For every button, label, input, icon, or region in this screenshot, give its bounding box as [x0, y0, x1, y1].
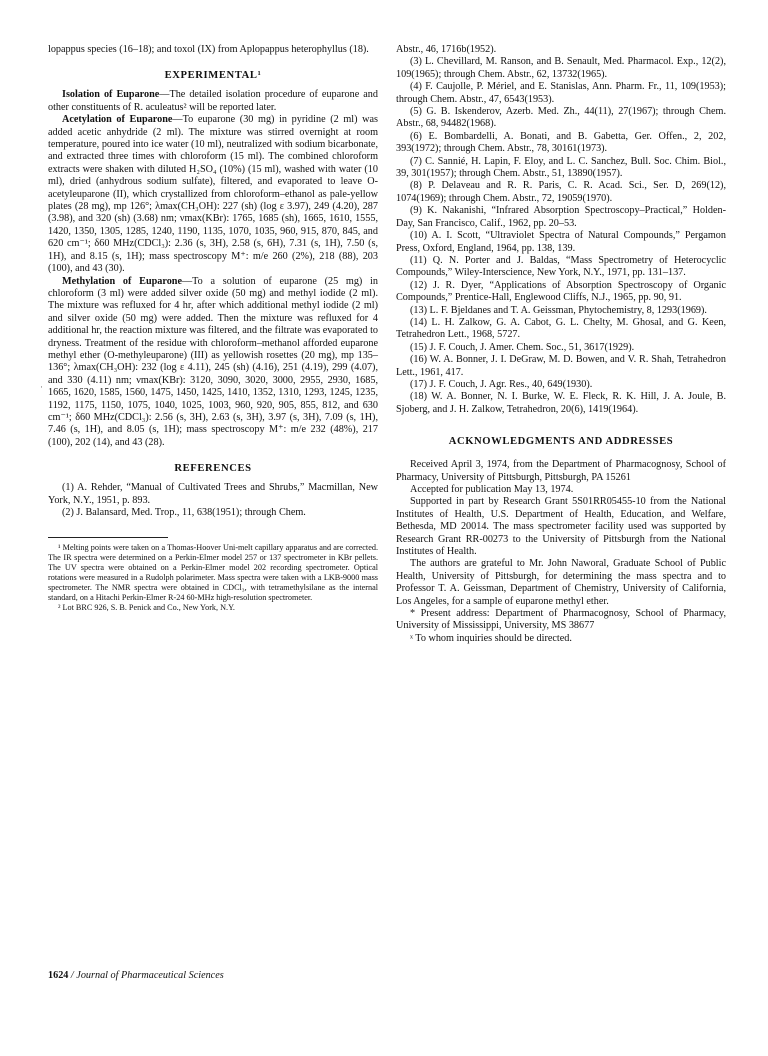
journal-name: / Journal of Pharmaceutical Sciences [70, 970, 224, 981]
right-column [396, 44, 726, 645]
reference-item: (18) W. A. Bonner, N. I. Burke, W. E. Fleck, R. K. Hill, J. A. Joule, B. Sjoberg, and J. H. Zalkow, Tetrahedron, 20(6), 1419(1964). [396, 391, 726, 415]
page-footer [48, 970, 224, 981]
reference-item: (13) L. F. Bjeldanes and T. A. Geissman, Phytochemistry, 8, 1293(1969). [410, 304, 707, 316]
isolation-title: Isolation of Euparone [62, 89, 160, 101]
references-heading: REFERENCES [174, 463, 252, 475]
experimental-heading: EXPERIMENTAL¹ [164, 70, 262, 82]
acetylation-text: —To euparone (30 mg) in pyridine (2 ml) was added acetic anhydride (2 ml). The mixture was stirred overnight at room temperature, poured into ice water (10 ml), neutralized with sodium bicarbonate, and extracted three times with chloroform (15 ml). The combined chloroform extracts were shaken with diluted H₂SO₄ (10%) (15 ml), washed with water (10 ml), dried (anhydrous sodium sulfate), filtered, and evaporated to leave O-acetyleuparone (II), which crystallized from chloroform–ethanol as pale-yellow plates (28 mg), mp 126°; λmax(CH₃OH): 227 (sh) (log ε 3.97), 249 (4.20), 287 (3.98), and 320 (sh) (3.68) nm; νmax(KBr): 1765, 1685 (sh), 1665, 1610, 1555, 1420, 1350, 1305, 1285, 1240, 1190, 1135, 1070, 1035, 960, 915, 870, 845, and 620 cm⁻¹; δ60 MHz(CDCl₃): 2.36 (s, 3H), 2.58 (s, 6H), 7.31 (s, 1H), 7.50 (s, 1H), and 8.15 (s, 1H); mass spectroscopy M⁺: m/e 260 (2%), 218 (88), 203 (100), and 43 (30). [48, 114, 378, 275]
reference-item: (10) A. I. Scott, “Ultraviolet Spectra of Natural Compounds,” Pergamon Press, Oxford, England, 1964, pp. 138, 139. [396, 230, 726, 254]
received-line: Received April 3, 1974, from the Department of Pharmacognosy, School of Pharmacy, University of Pittsburgh, Pittsburgh, PA 15261 [396, 459, 726, 483]
gratitude-paragraph: The authors are grateful to Mr. John Naworal, Graduate School of Public Health, University of Pittsburgh, for determining the mass spectra and to Professor T. A. Geissman, Department of Chemistry, University of California, Los Angeles, for a sample of euparone methyl ether. [396, 558, 726, 607]
accepted-line: Accepted for publication May 13, 1974. [410, 484, 574, 495]
reference-item: (7) C. Sannié, H. Lapin, F. Eloy, and L. C. Sanchez, Bull. Soc. Chim. Biol., 39, 301(1957); through Chem. Abstr., 51, 13890(1957). [396, 155, 726, 180]
present-address-note: * Present address: Department of Pharmacognosy, School of Pharmacy, University of Mississippi, University, MS 38677 [396, 608, 726, 632]
isolation-text: —The detailed isolation procedure of euparone and other constituents of R. aculeatus² will be reported later. [48, 89, 378, 113]
reference-item: (1) A. Rehder, “Manual of Cultivated Trees and Shrubs,” Macmillan, New York, N.Y., 1951, p. 893. [48, 482, 378, 506]
isolation-paragraph [48, 89, 378, 114]
footnote-divider [48, 537, 168, 538]
reference-item: (3) L. Chevillard, M. Ranson, and B. Senault, Med. Pharmacol. Exp., 12(2), 109(1965); through Chem. Abstr., 62, 13732(1965). [396, 56, 726, 80]
reference-item: (5) G. B. Iskenderov, Azerb. Med. Zh., 44(11), 27(1967); through Chem. Abstr., 68, 94482(1968). [396, 106, 726, 130]
methylation-paragraph [48, 276, 378, 450]
support-paragraph: Supported in part by Research Grant 5S01RR05455-10 from the National Institutes of Health, U.S. Department of Health, Education, and Welfare, Bethesda, MD 20014. The mass spectrometer facility used was supported by Research Grant RR-00273 to the University of Pittsburgh from the National Institutes of Health. [396, 496, 726, 558]
reference-item: Abstr., 46, 1716b(1952). [396, 44, 497, 55]
reference-item: (16) W. A. Bonner, J. I. DeGraw, M. D. Bowen, and V. R. Shah, Tetrahedron Lett., 1961, 417. [396, 354, 726, 378]
reference-item: (17) J. F. Couch, J. Agr. Res., 40, 649(1930). [410, 378, 593, 390]
acetylation-paragraph [48, 114, 378, 275]
reference-item: (11) Q. N. Porter and J. Baldas, “Mass Spectrometry of Heterocyclic Compounds,” Wiley-Interscience, New York, N.Y., 1971, pp. 131–137. [396, 254, 726, 279]
reference-item: (12) J. R. Dyer, “Applications of Absorption Spectroscopy of Organic Compounds,” Prentice-Hall, Englewood Cliffs, N.J., 1965, pp. 90, 91. [396, 279, 726, 304]
methylation-title: Methylation of Euparone [62, 275, 182, 287]
reference-item: (2) J. Balansard, Med. Trop., 11, 638(1951); through Chem. [62, 507, 306, 518]
inquiries-note: ˣ To whom inquiries should be directed. [410, 632, 572, 644]
page-number: 1624 [48, 970, 69, 981]
reference-item: (6) E. Bombardelli, A. Bonati, and B. Gabetta, Ger. Offen., 2, 202, 393(1972); through Chem. Abstr., 78, 30161(1973). [396, 130, 726, 155]
intro-paragraph: lopappus species (16–18); and toxol (IX) from Aplopappus heterophyllus (18). [48, 44, 369, 55]
methylation-text: —To a solution of euparone (25 mg) in chloroform (3 ml) were added silver oxide (50 mg) and methyl iodide (2 ml). The mixture was refluxed for 4 hr, after which additional methyl iodide (2 ml) and silver oxide (50 mg) were added. Then the mixture was refluxed for 4 additional hr, the reaction mixture was filtered, and the filtrate was evaporated to dryness. Treatment of the residue with chloroform–methanol afforded euparone methyl ether (O-methyleuparone) (III) as yellowish rosettes (20 mg), mp 135–136°; λmax(CH₃OH): 232 (log ε 4.11), 245 (sh) (4.16), 251 (4.19), 299 (4.07), and 330 (4.11) nm; νmax(KBr): 3120, 3090, 3020, 3000, 2955, 2930, 1685, 1665, 1620, 1585, 1560, 1475, 1450, 1425, 1410, 1352, 1310, 1293, 1245, 1235, 1192, 1175, 1150, 1075, 1040, 1025, 1003, 960, 920, 905, 855, 812, and 630 cm⁻¹; δ60 MHz(CDCl₃): 2.56 (s, 3H), 2.63 (s, 3H), 3.97 (s, 3H), 7.09 (s, 1H), 7.46 (s, 1H), and 8.05 (s, 1H); mass spectroscopy M⁺: m/e 232 (48%), 217 (100), 202 (14), and 43 (28). [48, 275, 378, 448]
footnote-item: ¹ Melting points were taken on a Thomas-Hoover Uni-melt capillary apparatus and are corrected. The IR spectra were determined on a Perkin-Elmer model 257 or 137 spectrometer in KBr pellets. The UV spectra were obtained on a Perkin-Elmer model 202 recording spectrometer. Optical rotations were measured in a Rudolph polarimeter. Mass spectra were taken with a LKB-9000 mass spectrometer. The NMR spectra were obtained in CDCl₃, with tetramethylsilane as the internal standard, on a Hitachi Perkin-Elmer R-24 60-MHz high-resolution spectrometer. [48, 543, 378, 603]
footnote-item: ² Lot BRC 926, S. B. Penick and Co., New York, N.Y. [58, 603, 235, 613]
reference-item: (9) K. Nakanishi, “Infrared Absorption Spectroscopy–Practical,” Holden-Day, San Francisco, Calif., 1962, pp. 20–53. [396, 205, 726, 229]
margin-mark: · [40, 382, 43, 392]
acetylation-title: Acetylation of Euparone [62, 114, 173, 126]
reference-item: (14) L. H. Zalkow, G. A. Cabot, G. L. Chelty, M. Ghosal, and G. Keen, Tetrahedron Lett., 1968, 5727. [396, 316, 726, 341]
reference-item: (8) P. Delaveau and R. R. Paris, C. R. Acad. Sci., Ser. D, 269(12), 1074(1969); through Chem. Abstr., 72, 19059(1970). [396, 180, 726, 204]
reference-item: (4) F. Caujolle, P. Mériel, and E. Stanislas, Ann. Pharm. Fr., 11, 109(1953); through Chem. Abstr., 47, 6543(1953). [396, 81, 726, 105]
reference-item: (15) J. F. Couch, J. Amer. Chem. Soc., 51, 3617(1929). [410, 341, 635, 353]
acknowledgments-heading: ACKNOWLEDGMENTS AND ADDRESSES [448, 436, 674, 448]
left-column [48, 44, 378, 613]
